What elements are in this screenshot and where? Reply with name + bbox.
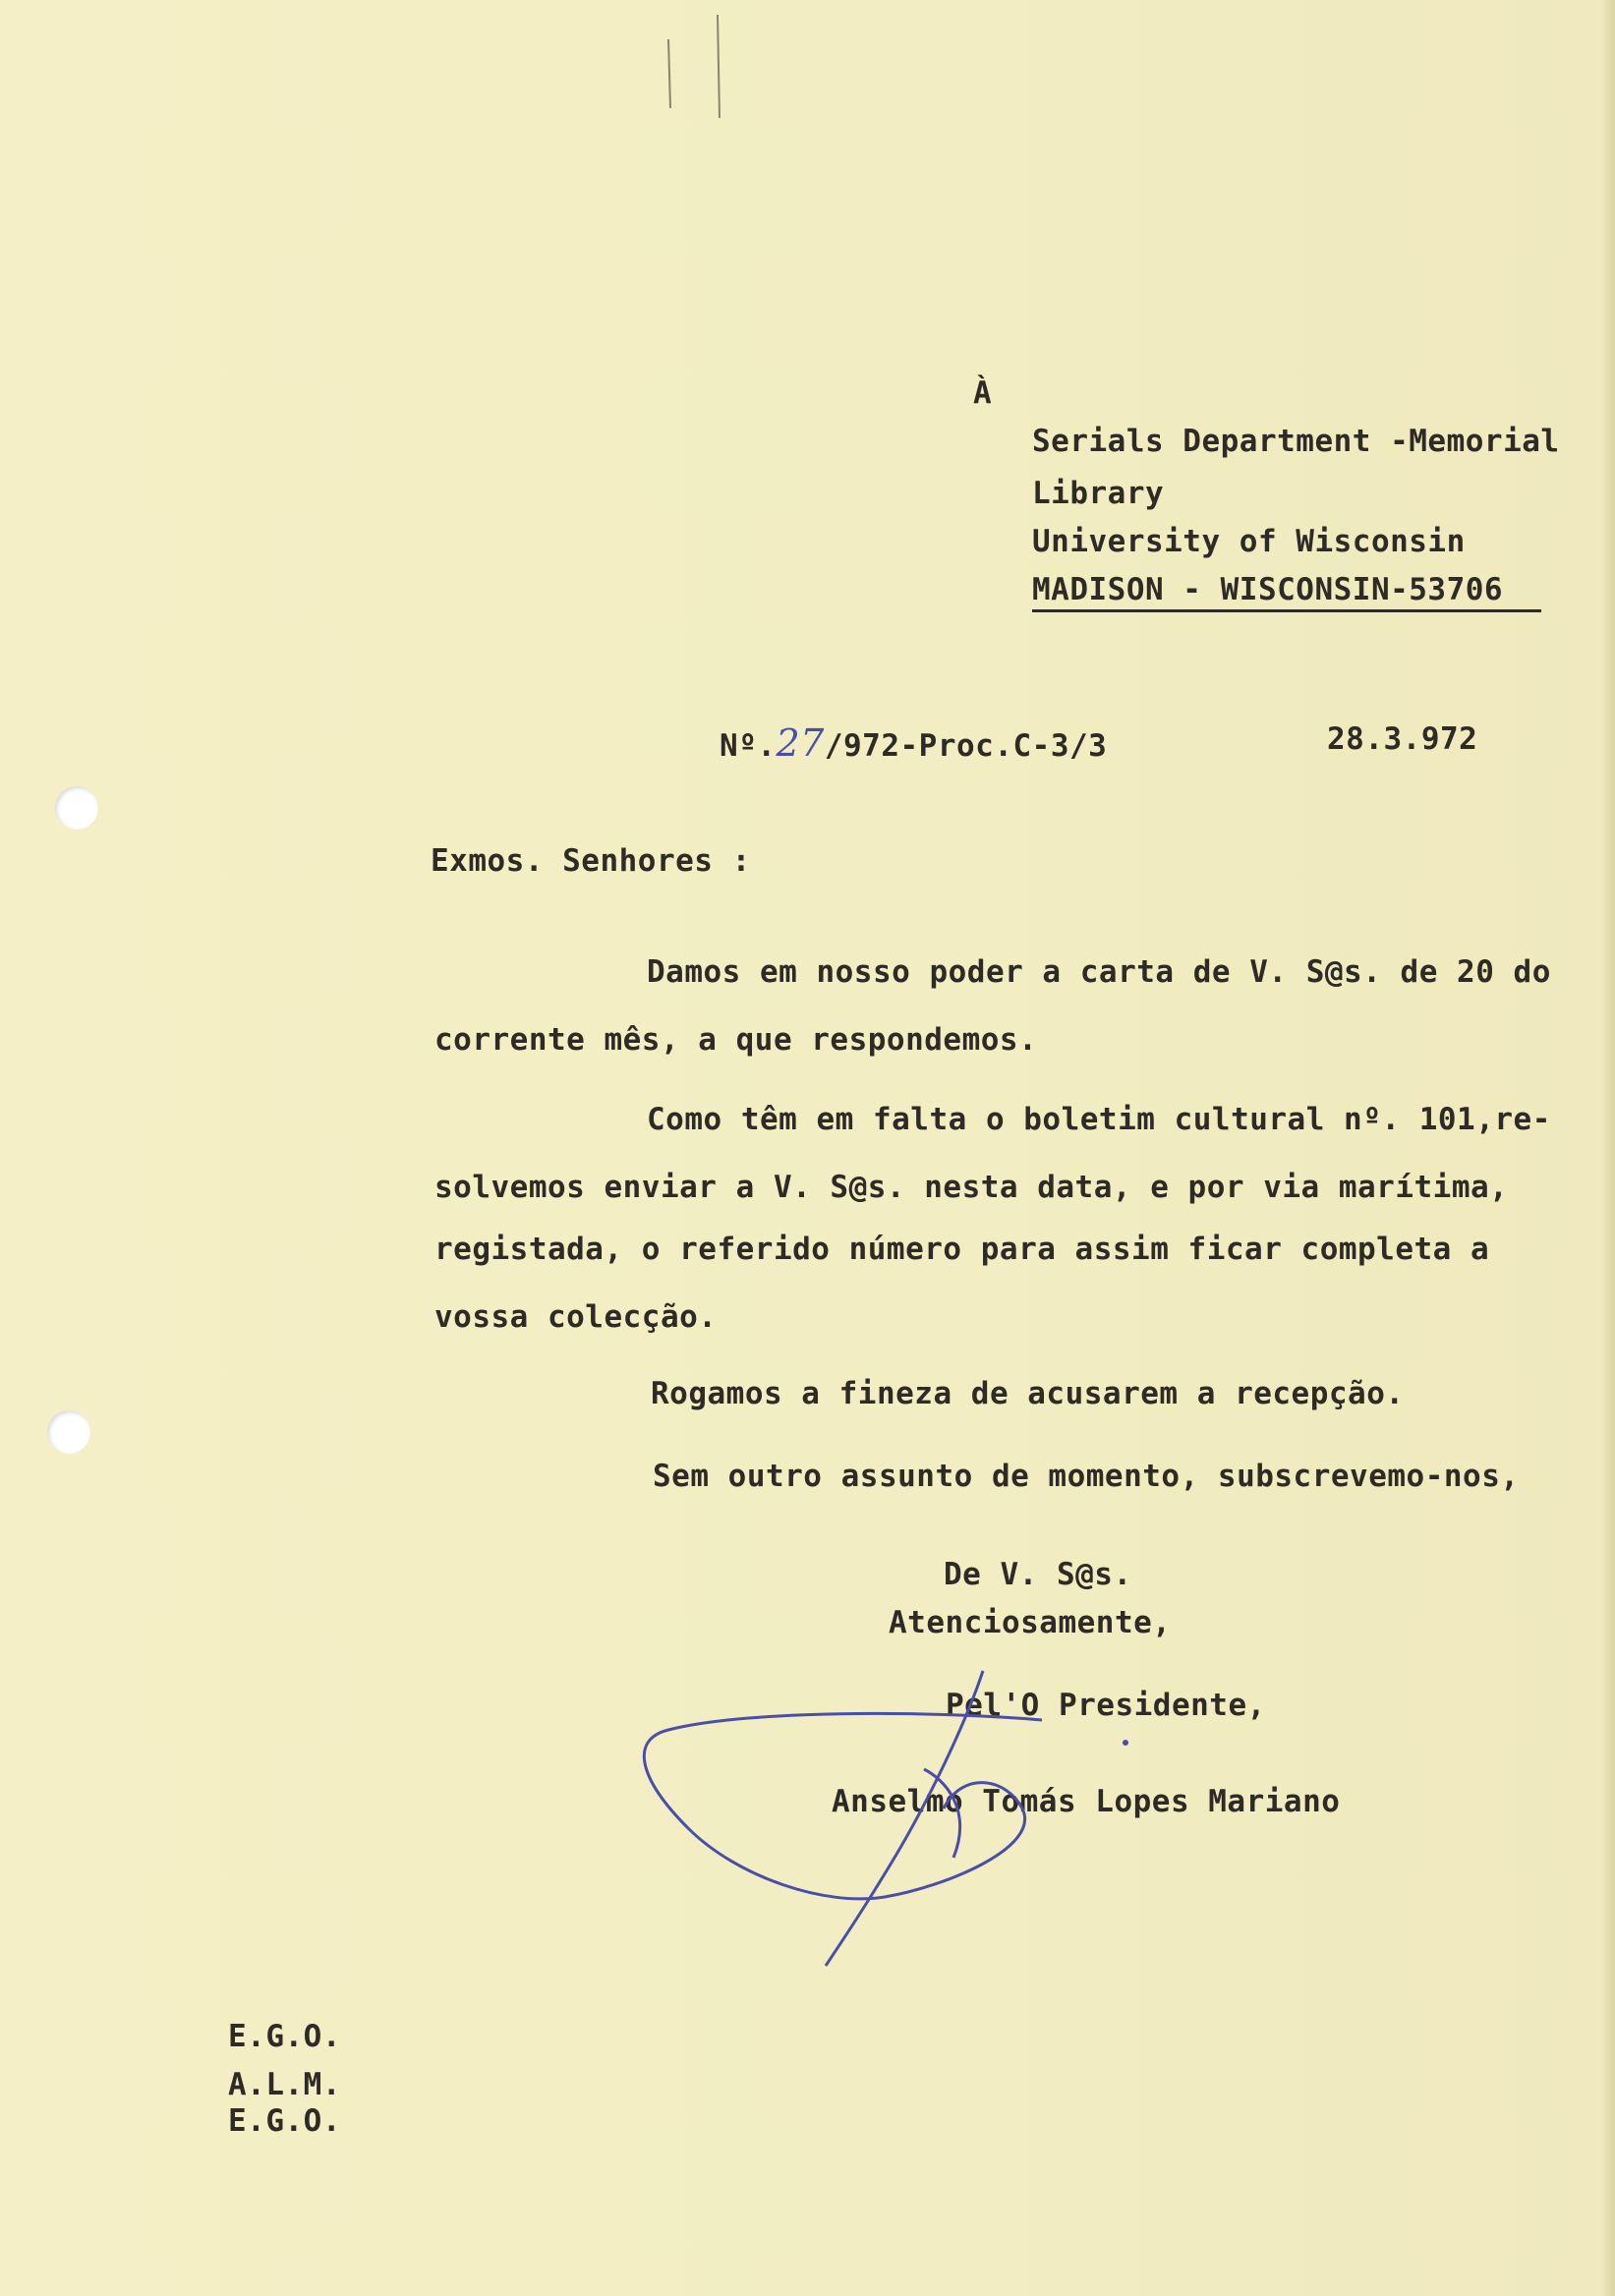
signer-name: Anselmo Tomás Lopes Mariano <box>832 1784 1341 1819</box>
letter-date: 28.3.972 <box>1327 721 1478 757</box>
body-p1-line2: corrente mês, a que respondemos. <box>434 1022 1038 1058</box>
recipient-line-3: University of Wisconsin <box>1032 524 1466 559</box>
recipient-line-1: Serials Department -Memorial <box>1032 424 1560 459</box>
recipient-line-2: Library <box>1032 476 1165 511</box>
reference-suffix: /972-Proc.C-3/3 <box>824 728 1108 764</box>
paper-edge <box>1601 0 1615 2296</box>
body-p2-line3: registada, o referido número para assim ficar completa a <box>434 1232 1490 1267</box>
signature <box>629 1612 1140 1985</box>
closing-line-2: Atenciosamente, <box>889 1605 1172 1640</box>
greeting: Exmos. Senhores : <box>431 843 751 879</box>
body-p2-line1: Como têm em falta o boletim cultural nº. 101,re- <box>647 1102 1551 1137</box>
handwritten-number: 27 <box>776 721 825 765</box>
closing-line-3: Pel'O Presidente, <box>946 1688 1266 1723</box>
initials-line-2: A.L.M. <box>228 2067 341 2102</box>
initials-line-1: E.G.O. <box>228 2019 341 2054</box>
body-p3: Rogamos a fineza de acusarem a recepção. <box>651 1376 1405 1411</box>
reference-line <box>720 721 1107 765</box>
closing-line-1: De V. S@s. <box>944 1557 1132 1592</box>
punch-hole-top <box>55 786 98 830</box>
body-p4: Sem outro assunto de momento, subscrevemo-nos, <box>653 1459 1520 1494</box>
body-p2-line2: solvemos enviar a V. S@s. nesta data, e por via marítima, <box>434 1170 1509 1205</box>
reference-prefix: Nº. <box>720 728 777 764</box>
pencil-marks <box>659 10 737 118</box>
address-marker: À <box>973 375 993 411</box>
body-p1-line1: Damos em nosso poder a carta de V. S@s. de 20 do <box>647 954 1551 990</box>
body-p2-line4: vossa colecção. <box>434 1299 718 1335</box>
initials-line-3: E.G.O. <box>228 2103 341 2139</box>
punch-hole-bottom <box>47 1410 90 1454</box>
recipient-underline <box>1032 609 1541 612</box>
recipient-line-4: MADISON - WISCONSIN-53706 <box>1032 572 1504 607</box>
